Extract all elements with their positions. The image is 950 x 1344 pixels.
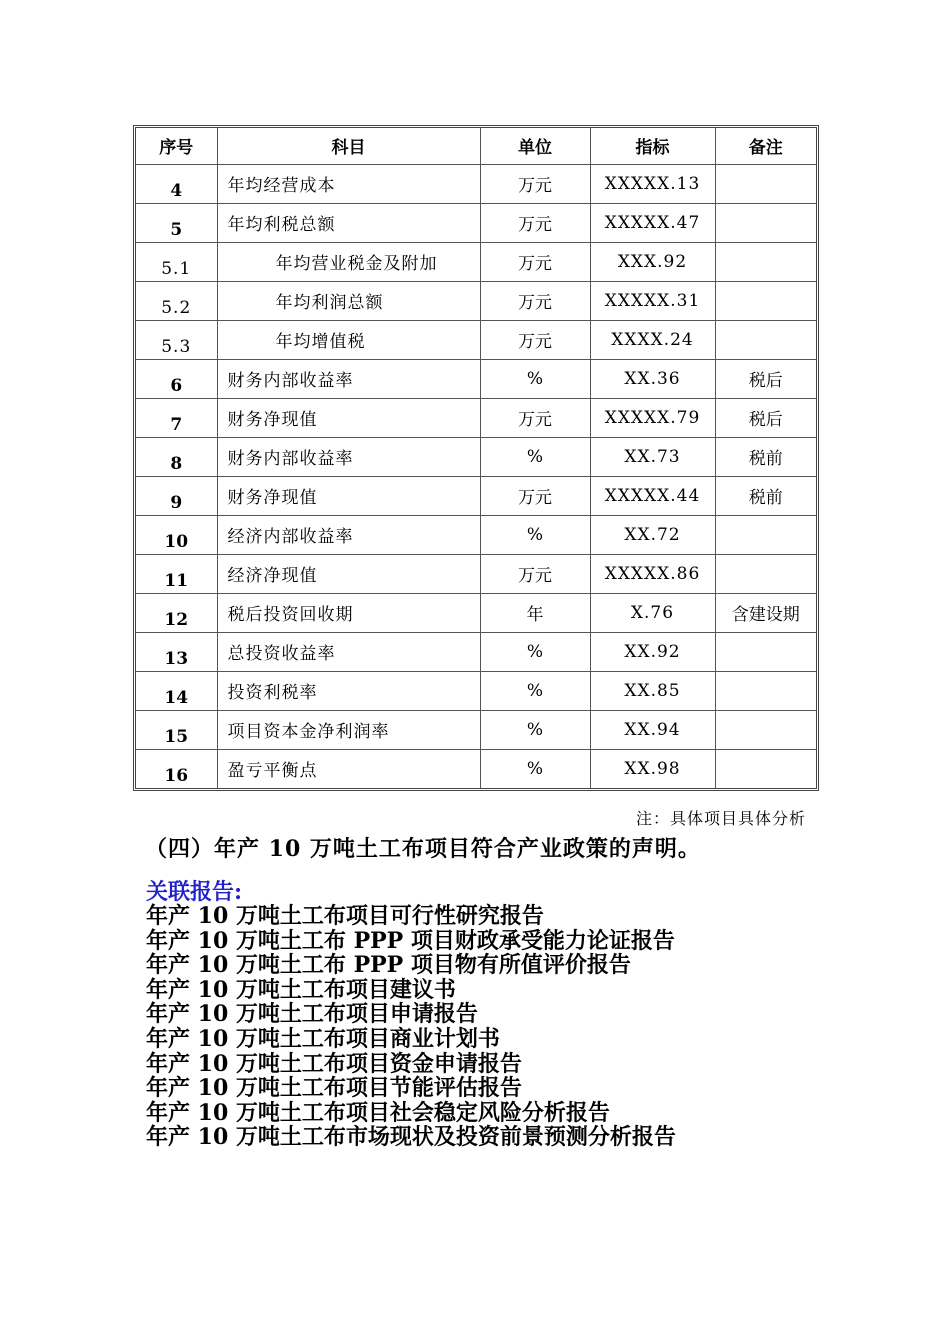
row-number: 12: [136, 593, 217, 632]
related-report-item: 年产 10 万吨土工布项目申请报告: [146, 1001, 478, 1028]
row-item: 财务净现值: [217, 398, 480, 437]
related-report-item: 年产 10 万吨土工布市场现状及投资前景预测分析报告: [146, 1124, 676, 1151]
table-row: [136, 203, 816, 242]
row-number: 5.3: [136, 320, 217, 359]
row-value: XXXXX.47: [590, 203, 715, 242]
row-number: 11: [136, 554, 217, 593]
row-number: 7: [136, 398, 217, 437]
table-row: [136, 437, 816, 476]
table-row: [136, 242, 816, 281]
row-value: XXX.92: [590, 242, 715, 281]
row-value: XX.94: [590, 710, 715, 749]
row-value: XX.92: [590, 632, 715, 671]
header-no: 序号: [136, 128, 217, 164]
table-header-row: [136, 128, 816, 164]
row-note: 税前: [715, 476, 816, 515]
row-note: [715, 320, 816, 359]
row-unit: %: [480, 437, 590, 476]
row-value: XXXXX.31: [590, 281, 715, 320]
section-heading: （四）年产 10 万吨土工布项目符合产业政策的声明。: [145, 836, 701, 862]
row-unit: 万元: [480, 554, 590, 593]
row-unit: %: [480, 359, 590, 398]
row-value: XX.85: [590, 671, 715, 710]
row-unit: %: [480, 671, 590, 710]
table-row: [136, 671, 816, 710]
row-value: XX.98: [590, 749, 715, 788]
table-body: [136, 164, 816, 788]
header-item: 科目: [217, 128, 480, 164]
table-row: [136, 710, 816, 749]
table-row: [136, 749, 816, 788]
row-note: 税前: [715, 437, 816, 476]
row-number: 5: [136, 203, 217, 242]
row-item: 年均增值税: [217, 320, 480, 359]
row-unit: 万元: [480, 281, 590, 320]
row-item: 年均营业税金及附加: [217, 242, 480, 281]
related-report-item: 年产 10 万吨土工布项目建议书: [146, 976, 456, 1003]
row-note: [715, 749, 816, 788]
row-note: [715, 203, 816, 242]
row-item: 总投资收益率: [217, 632, 480, 671]
table-row: [136, 164, 816, 203]
row-item: 盈亏平衡点: [217, 749, 480, 788]
row-item: 财务内部收益率: [217, 359, 480, 398]
row-number: 13: [136, 632, 217, 671]
row-item: 财务净现值: [217, 476, 480, 515]
table-row: [136, 359, 816, 398]
row-note: [715, 281, 816, 320]
row-item: 年均利润总额: [217, 281, 480, 320]
related-reports: [146, 880, 676, 1150]
row-item: 经济净现值: [217, 554, 480, 593]
row-unit: 万元: [480, 398, 590, 437]
table-row: [136, 593, 816, 632]
row-note: [715, 164, 816, 203]
row-unit: 万元: [480, 242, 590, 281]
table-footnote: 注：具体项目具体分析: [635, 809, 806, 828]
row-note: [715, 632, 816, 671]
row-value: X.76: [590, 593, 715, 632]
row-value: XXXXX.79: [590, 398, 715, 437]
row-note: [715, 515, 816, 554]
row-number: 15: [136, 710, 217, 749]
table-row: [136, 554, 816, 593]
row-number: 9: [136, 476, 217, 515]
row-number: 10: [136, 515, 217, 554]
row-number: 5.1: [136, 242, 217, 281]
row-item: 项目资本金净利润率: [217, 710, 480, 749]
table-row: [136, 515, 816, 554]
related-report-item: 年产 10 万吨土工布 PPP 项目物有所值评价报告: [146, 952, 631, 979]
row-value: XX.72: [590, 515, 715, 554]
row-unit: 年: [480, 593, 590, 632]
row-unit: 万元: [480, 476, 590, 515]
row-unit: %: [480, 515, 590, 554]
related-reports-list: [146, 904, 676, 1150]
row-item: 年均经营成本: [217, 164, 480, 203]
row-item: 财务内部收益率: [217, 437, 480, 476]
row-note: 税后: [715, 359, 816, 398]
indicator-table: [136, 128, 816, 788]
row-value: XXXX.24: [590, 320, 715, 359]
indicator-table-wrapper: [133, 125, 819, 791]
row-unit: 万元: [480, 320, 590, 359]
row-note: 含建设期: [715, 593, 816, 632]
row-number: 14: [136, 671, 217, 710]
related-report-item: 年产 10 万吨土工布 PPP 项目财政承受能力论证报告: [146, 927, 675, 954]
row-note: [715, 554, 816, 593]
row-note: 税后: [715, 398, 816, 437]
related-report-item: 年产 10 万吨土工布项目资金申请报告: [146, 1050, 522, 1077]
table-row: [136, 398, 816, 437]
row-value: XXXXX.13: [590, 164, 715, 203]
related-report-item: 年产 10 万吨土工布项目商业计划书: [146, 1025, 500, 1052]
row-unit: %: [480, 632, 590, 671]
row-number: 8: [136, 437, 217, 476]
related-report-item: 年产 10 万吨土工布项目社会稳定风险分析报告: [146, 1099, 610, 1126]
row-note: [715, 242, 816, 281]
row-value: XXXXX.44: [590, 476, 715, 515]
row-unit: %: [480, 710, 590, 749]
row-value: XXXXX.86: [590, 554, 715, 593]
related-report-item: 年产 10 万吨土工布项目可行性研究报告: [146, 903, 544, 929]
row-number: 6: [136, 359, 217, 398]
table-row: [136, 320, 816, 359]
related-report-item: 年产 10 万吨土工布项目节能评估报告: [146, 1075, 522, 1102]
header-note: 备注: [715, 128, 816, 164]
header-value: 指标: [590, 128, 715, 164]
row-unit: %: [480, 749, 590, 788]
header-unit: 单位: [480, 128, 590, 164]
row-unit: 万元: [480, 203, 590, 242]
row-item: 经济内部收益率: [217, 515, 480, 554]
row-number: 4: [136, 164, 217, 203]
row-number: 16: [136, 749, 217, 788]
row-item: 投资利税率: [217, 671, 480, 710]
related-reports-title: 关联报告:: [146, 879, 243, 905]
row-note: [715, 671, 816, 710]
row-unit: 万元: [480, 164, 590, 203]
row-note: [715, 710, 816, 749]
table-row: [136, 476, 816, 515]
row-item: 税后投资回收期: [217, 593, 480, 632]
table-row: [136, 281, 816, 320]
table-row: [136, 632, 816, 671]
row-number: 5.2: [136, 281, 217, 320]
row-value: XX.36: [590, 359, 715, 398]
row-item: 年均利税总额: [217, 203, 480, 242]
row-value: XX.73: [590, 437, 715, 476]
